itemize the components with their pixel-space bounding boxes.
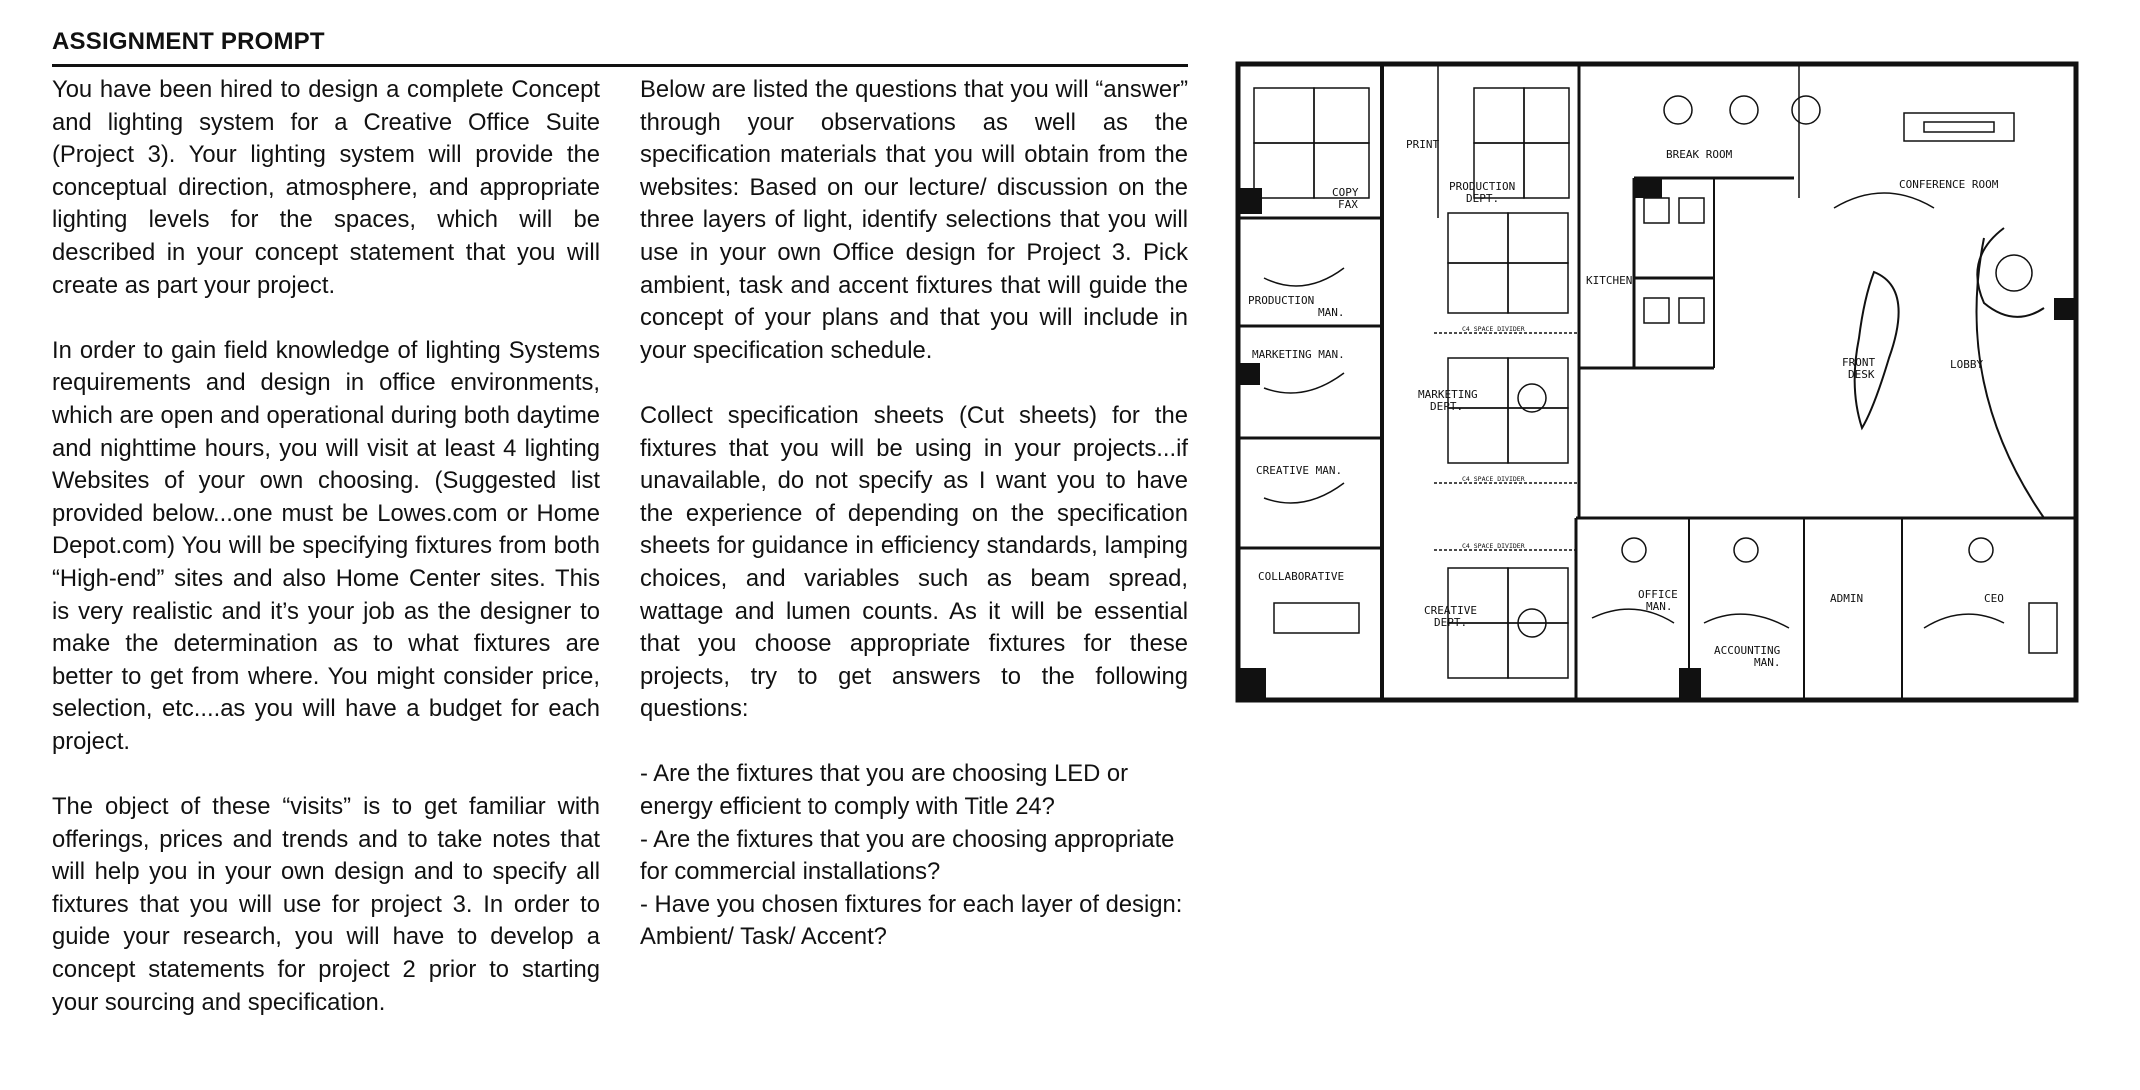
paragraph-questions-intro: Below are listed the questions that you will “answer” through your observations as well as the specification materials that you will obtain from the websites: Based on our lecture/ discussion on the three layers of light, identify selections that you will use in your own Office design for Project 3. Pick ambient, task and accent fixtures that will guide the concept of your plans and that you will include in your specification schedule. bbox=[640, 76, 1188, 364]
office-floor-plan bbox=[1234, 58, 2082, 704]
paragraph-field-knowledge: In order to gain field knowledge of lighting Systems requirements and design in office environments, which are open and operational during both daytime and nighttime hours, you will visit at least 4 lighting Websites of your own choosing. (Suggested list provided below...one must be Lowes.com or Home Depot.com) You will be specifying fixtures from both “High-end” sites and also Home Center sites. This is very realistic and it’s your job as the designer to make the determination as to what fixtures are better to get from where. You might consider price, selection, etc....as you will have a budget for each project. bbox=[52, 336, 600, 755]
label-accounting-2: MAN. bbox=[1754, 656, 1781, 669]
column-left bbox=[52, 74, 600, 1052]
label-creative-man: CREATIVE MAN. bbox=[1256, 464, 1343, 477]
question-commercial: - Are the fixtures that you are choosing appropriate for commercial installations? bbox=[640, 825, 1175, 886]
page-heading: ASSIGNMENT PROMPT bbox=[52, 28, 325, 55]
paragraph-visits: The object of these “visits” is to get familiar with offerings, prices and trends and to take notes that will help you in your own design and to specify all fixtures that you will use for project 3. In order to guide your research, you will have to develop a concept statements for project 2 prior to starting your sourcing and specification. bbox=[52, 793, 600, 1016]
column-right bbox=[640, 74, 1188, 954]
label-space-divider-3: C4 SPACE DIVIDER bbox=[1462, 542, 1525, 550]
label-office: OFFICE bbox=[1638, 588, 1678, 601]
label-collaborative: COLLABORATIVE bbox=[1258, 570, 1345, 583]
label-front-desk: FRONT bbox=[1842, 356, 1876, 369]
label-conference-room: CONFERENCE ROOM bbox=[1899, 178, 1999, 191]
label-front-desk-2: DESK bbox=[1848, 368, 1875, 381]
paragraph-cut-sheets: Collect specification sheets (Cut sheets) for the fixtures that you will be using in your projects...if unavailable, do not specify as I want you to have the experience of depending on the specification sheets for guidance in efficiency standards, lamping choices, and variables such as beam spread, wattage and lumen counts. As it will be essential that you choose appropriate fixtures for these projects, try to get answers to the following questions: bbox=[640, 401, 1188, 723]
label-print: PRINT bbox=[1406, 138, 1440, 151]
label-marketing-dept-2: DEPT. bbox=[1430, 400, 1464, 413]
paragraph-intro: You have been hired to design a complete Concept and lighting system for a Creative Office Suite (Project 3). Your lighting system will provide the conceptual direction, atmosphere, and appropriate lighting levels for the spaces, which will be described in your concept statement that you will create as part your project. bbox=[52, 76, 600, 299]
question-layers: - Have you chosen fixtures for each layer of design: Ambient/ Task/ Accent? bbox=[640, 890, 1183, 951]
label-lobby: LOBBY bbox=[1950, 358, 1984, 371]
label-creative-dept-2: DEPT. bbox=[1434, 616, 1468, 629]
label-admin: ADMIN bbox=[1830, 592, 1864, 605]
label-space-divider-1: C4 SPACE DIVIDER bbox=[1462, 325, 1525, 333]
label-kitchen: KITCHEN bbox=[1586, 274, 1633, 287]
label-office-2: MAN. bbox=[1646, 600, 1673, 613]
label-creative-dept: CREATIVE bbox=[1424, 604, 1477, 617]
label-fax: FAX bbox=[1338, 198, 1358, 211]
label-break-room: BREAK ROOM bbox=[1666, 148, 1733, 161]
label-production-dept: PRODUCTION bbox=[1449, 180, 1516, 193]
heading-rule bbox=[52, 64, 1188, 67]
label-production-man: PRODUCTION bbox=[1248, 294, 1315, 307]
label-production-man-2: MAN. bbox=[1318, 306, 1345, 319]
label-space-divider-2: C4 SPACE DIVIDER bbox=[1462, 475, 1525, 483]
label-copy: COPY bbox=[1332, 186, 1359, 199]
label-production-dept-2: DEPT. bbox=[1466, 192, 1500, 205]
label-marketing-man: MARKETING MAN. bbox=[1252, 348, 1345, 361]
label-accounting: ACCOUNTING bbox=[1714, 644, 1781, 657]
label-ceo: CEO bbox=[1984, 592, 2004, 605]
question-led: - Are the fixtures that you are choosing LED or energy efficient to comply with Title 24? bbox=[640, 760, 1129, 821]
label-marketing-dept: MARKETING bbox=[1418, 388, 1478, 401]
